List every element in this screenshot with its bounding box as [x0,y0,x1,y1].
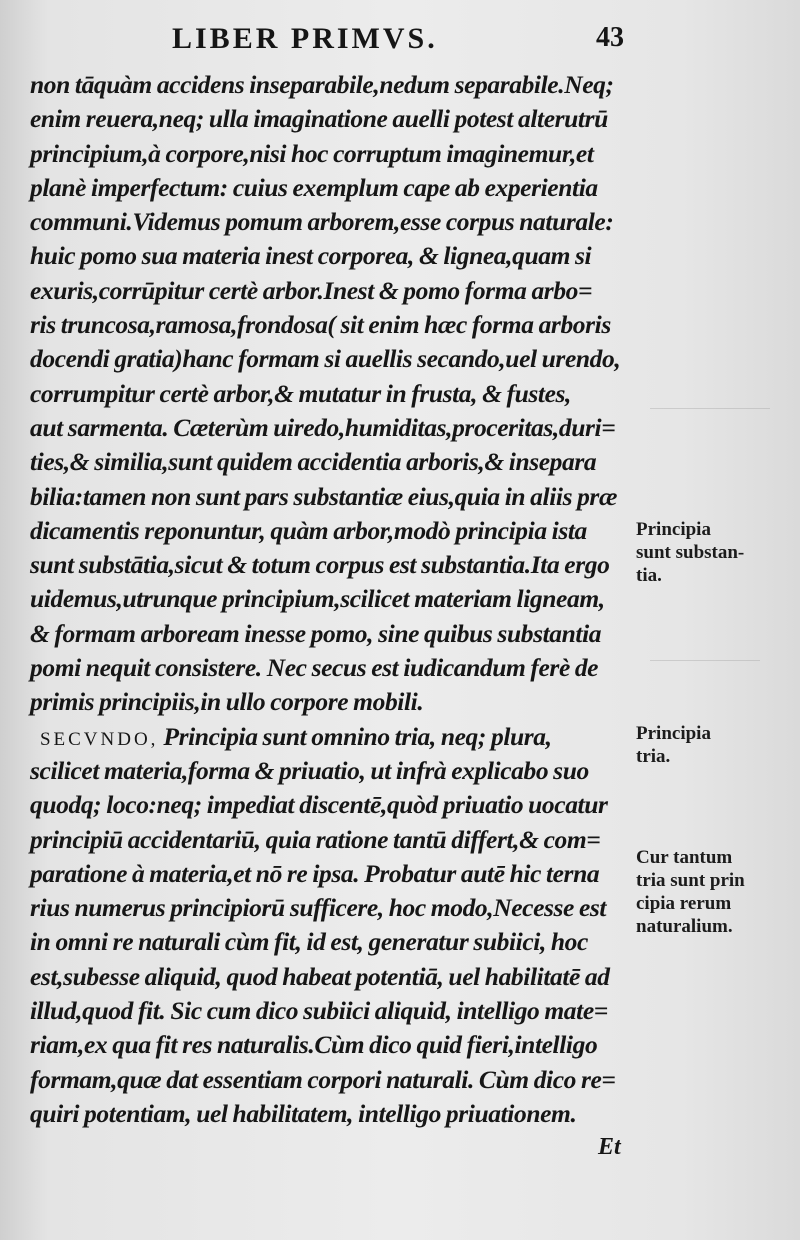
margin-note-line: tria sunt prin [636,870,745,891]
margin-note-line: Principia [636,723,711,744]
text-line: ties,& similia,sunt quidem accidentia arboris,& insepara [30,447,597,477]
text-line: communi.Videmus pomum arborem,esse corpus naturale: [30,207,614,237]
text-line: primis principiis,in ullo corpore mobili. [30,687,424,717]
text-line: ris truncosa,ramosa,frondosa( sit enim hæc forma arboris [30,310,611,340]
show-through-mark [650,408,770,410]
margin-note-line: cipia rerum [636,893,732,914]
show-through-mark [650,660,760,662]
margin-note-line: tria. [636,746,671,767]
text-line: illud,quod fit. Sic cum dico subiici aliquid, intelligo mate= [30,996,608,1026]
text-line: dicamentis reponuntur, quàm arbor,modò principia ista [30,515,587,545]
section-lead: SECVNDO, [39,728,159,750]
page-header [0,22,800,62]
margin-note-tria [636,722,796,768]
text-line: est,subesse aliquid, quod habeat potentiā, uel habilitatē ad [30,961,610,991]
text-line: docendi gratia)hanc formam si auellis secando,uel urendo, [30,344,621,374]
text-line: in omni re naturali cùm fit, id est, generatur subiici, hoc [30,927,588,957]
margin-note-line: Principia [636,519,711,540]
text-line: sunt substātia,sicut & totum corpus est substantia.Ita ergo [30,550,610,580]
text-line: quiri potentiam, uel habilitatem, intelligo priuationem. [30,1098,577,1128]
text-line: enim reuera,neq; ulla imaginatione auelli potest alterutrū [30,104,608,134]
margin-note-line: tia. [636,565,662,586]
text-line [30,720,630,754]
text-line: exuris,corrūpitur certè arbor.Inest & pomo forma arbo= [30,275,593,305]
text-line: & formam arboream inesse pomo, sine quibus substantia [30,618,602,648]
text-line: corrumpitur certè arbor,& mutatur in frusta, & fustes, [30,378,572,408]
text-line: paratione à materia,et nō re ipsa. Probatur autē hic terna [30,858,600,888]
text-line-rest: Principia sunt omnino tria, neq; plura, [163,721,552,751]
body-text [30,68,630,1131]
running-title: LIBER PRIMVS. [172,22,438,55]
text-line: huic pomo sua materia inest corporea, & lignea,quam si [30,241,592,271]
text-line: formam,quæ dat essentiam corpori naturali. Cùm dico re= [30,1064,616,1094]
catchword: Et [598,1134,621,1160]
page-number: 43 [596,22,624,53]
text-line: bilia:tamen non sunt pars substantiæ eius,quia in aliis præ [30,481,617,511]
margin-note-line: naturalium. [636,916,733,937]
text-line: planè imperfectum: cuius exemplum cape ab experientia [30,172,598,202]
margin-note-line: sunt substan- [636,542,745,563]
text-line: uidemus,utrunque principium,scilicet materiam ligneam, [30,584,605,614]
margin-note-cur-tantum [636,846,796,938]
text-line: scilicet materia,forma & priuatio, ut infrà explicabo suo [30,755,589,785]
margin-note-line: Cur tantum [636,847,733,868]
text-line: aut sarmenta. Cæterùm uiredo,humiditas,proceritas,duri= [30,412,616,442]
margin-note-substantia [636,518,796,587]
text-line: principiū accidentariū, quia ratione tantū differt,& com= [30,824,601,854]
text-line: non tāquàm accidens inseparabile,nedum separabile.Neq; [30,70,614,99]
text-line: pomi nequit consistere. Nec secus est iudicandum ferè de [30,653,599,683]
text-line: riam,ex qua fit res naturalis.Cùm dico quid fieri,intelligo [30,1030,598,1060]
text-line: quodq; loco:neq; impediat discentē,quòd priuatio uocatur [30,790,608,820]
text-line: principium,à corpore,nisi hoc corruptum imaginemur,et [30,138,594,168]
text-line: rius numerus principiorū sufficere, hoc modo,Necesse est [30,893,607,923]
